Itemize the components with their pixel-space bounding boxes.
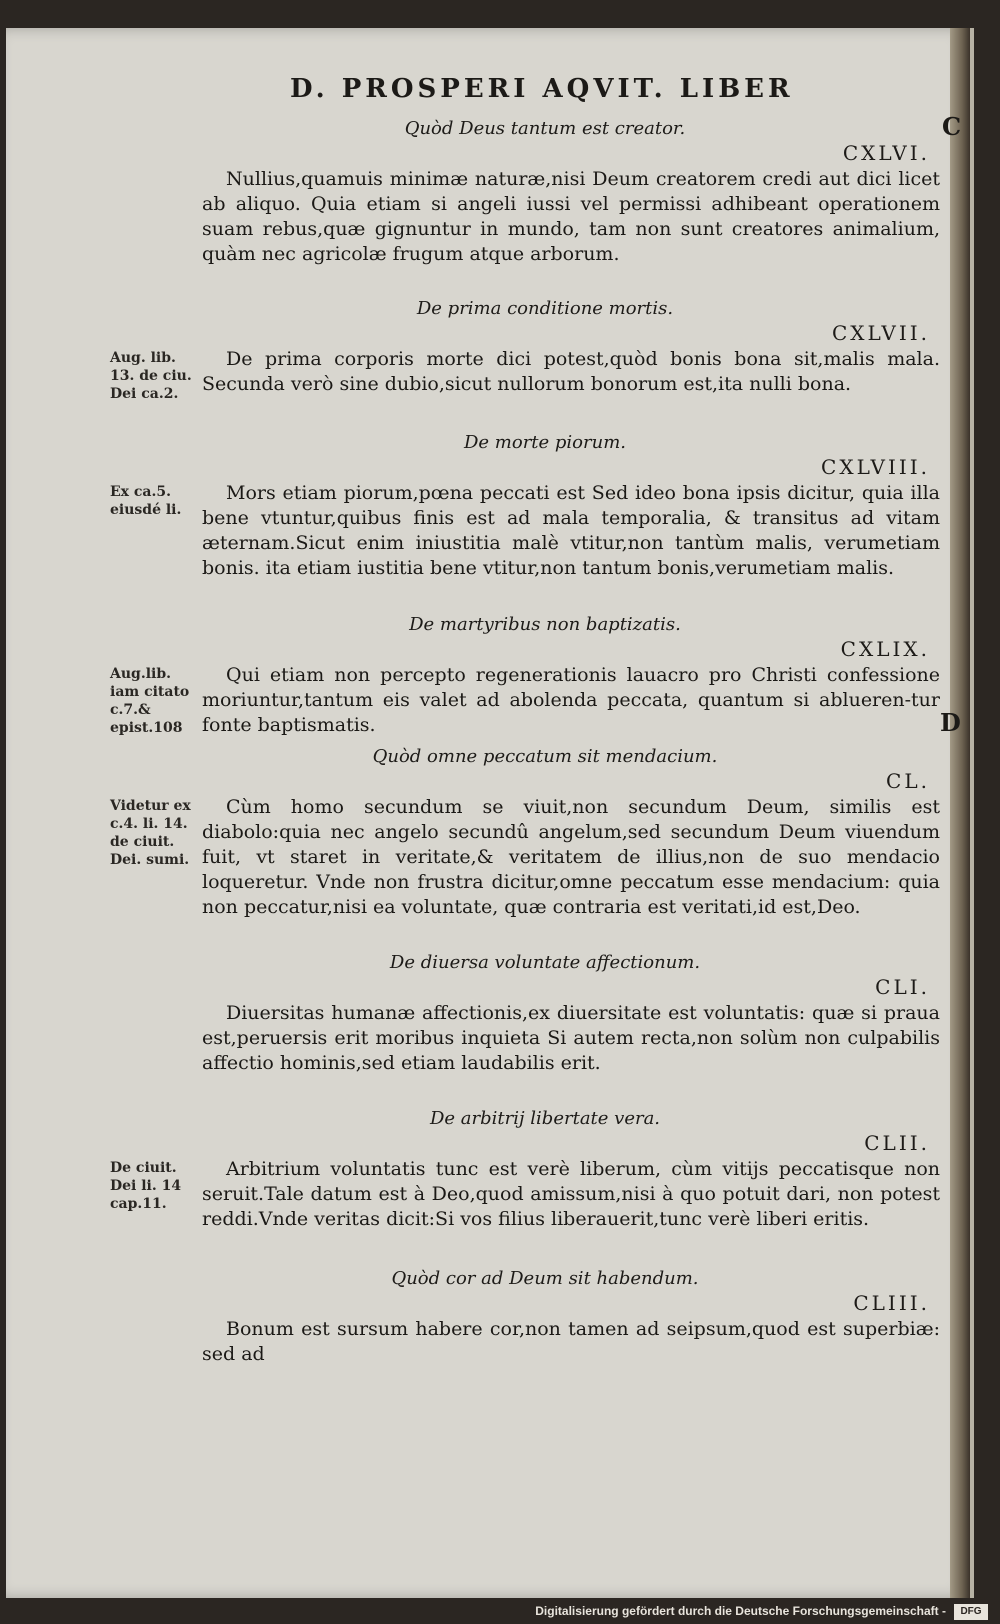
section-cliii [110,1268,940,1367]
section-body: Arbitrium voluntatis tunc est verè liberum, cùm vitijs peccatisque non seruit.Tale datum est à Deo,quod amissum,nisi à quo potuit dari, non potest reddi.Vnde veritas dicit:Si vos filius liberauerit,tunc verè liberi eritis. [202,1158,940,1230]
section-title: De martyribus non baptizatis. [409,614,681,635]
section-title: Quòd Deus tantum est creator. [404,118,686,139]
margin-note: De ciuit. Dei li. 14 cap.11. [110,1160,182,1212]
section-number: CXLVIII. [821,455,930,479]
margin-note: Aug.lib. iam citato c.7.& epist.108 [110,666,190,736]
section-title: Quòd omne peccatum sit mendacium. [372,746,718,767]
dfg-logo: DFG [954,1604,988,1620]
section-title: De prima conditione mortis. [416,298,674,319]
margin-note [110,1317,202,1319]
digitization-footer [0,1598,1000,1624]
section-cxlix [110,614,940,738]
margin-note: Videtur ex c.4. li. 14. de ciuit. Dei. sumi. [110,798,191,868]
section-number: CXLVII. [831,321,930,345]
margin-note [110,167,202,169]
section-title: Quòd cor ad Deum sit habendum. [391,1268,699,1289]
section-title: De arbitrij libertate vera. [429,1108,661,1129]
section-number: CXLVI. [842,141,930,165]
section-number: CLI. [875,975,930,999]
margin-note: Aug. lib. 13. de ciu. Dei ca.2. [110,350,192,402]
section-cli [110,952,940,1076]
section-title: De morte piorum. [463,432,627,453]
section-body: Qui etiam non percepto regenerationis lauacro pro Christi confessione moriuntur,tantum eis valet ad abolenda peccata, quantum si ablueren-tur fonte baptismatis. [202,664,940,736]
binding-edge [950,28,970,1598]
section-cl [110,746,940,920]
section-number: CL. [886,769,930,793]
section-clii [110,1108,940,1232]
footer-credit: Digitalisierung gefördert durch die Deutsche Forschungsgemeinschaft - [535,1604,946,1618]
running-head: D. PROSPERI AQVIT. LIBER [290,74,794,104]
section-cxlviii [110,432,940,581]
edge-letter-d: D [940,708,961,737]
section-number: CXLIX. [840,637,930,661]
section-cxlvii [110,298,940,403]
margin-note: Ex ca.5. eiusdé li. [110,484,182,518]
section-body: De prima corporis morte dici potest,quòd bonis bona sit,malis mala. Secunda verò sine dubio,sicut nullorum bonorum est,ita nulli bona. [202,348,940,395]
section-body: Nullius,quamuis minimæ naturæ,nisi Deum creatorem credi aut dici licet ab aliquo. Quia etiam si angeli iussi vel permissi adhibeant operationem suam rebus,quæ gignuntur in mundo, tam non sunt creatores animalium, quàm nec agricolæ frugum atque arborum. [202,168,940,265]
section-number: CLIII. [853,1291,930,1315]
edge-letter-c: C [942,112,962,141]
section-body: Cùm homo secundum se viuit,non secundum Deum, similis est diabolo:quia nec angelo secundû angelum,sed secundum Deum viuendum fuit, vt staret in veritate,& veritatem de illius,non de suo mendacio loqueretur. Vnde non frustra dicitur,omne peccatum esse mendacium: quia non peccatur,nisi ea voluntate, quæ contraria est veritati,id est,Deo. [202,796,940,918]
margin-note [110,1001,202,1003]
section-title: De diuersa voluntate affectionum. [389,952,701,973]
section-cxlvi [110,118,940,267]
section-body: Mors etiam piorum,pœna peccati est Sed ideo bona ipsis dicitur, quia illa bene vtuntur,quibus finis est ad mala temporalia, & transitus ad vitam æternam.Sicut enim iniustitia malè vtitur,non tantùm malis, verumetiam bonis. ita etiam iustitia bene vtitur,non tantum bonis,verumetiam malis. [202,482,940,579]
section-number: CLII. [864,1131,930,1155]
section-body: Bonum est sursum habere cor,non tamen ad seipsum,quod est superbiæ: sed ad [202,1318,940,1365]
section-body: Diuersitas humanæ affectionis,ex diuersitate est voluntatis: quæ si praua est,peruersis erit moribus inquieta Si autem recta,non solùm non culpabilis affectio hominis,sed etiam laudabilis erit. [202,1002,940,1074]
